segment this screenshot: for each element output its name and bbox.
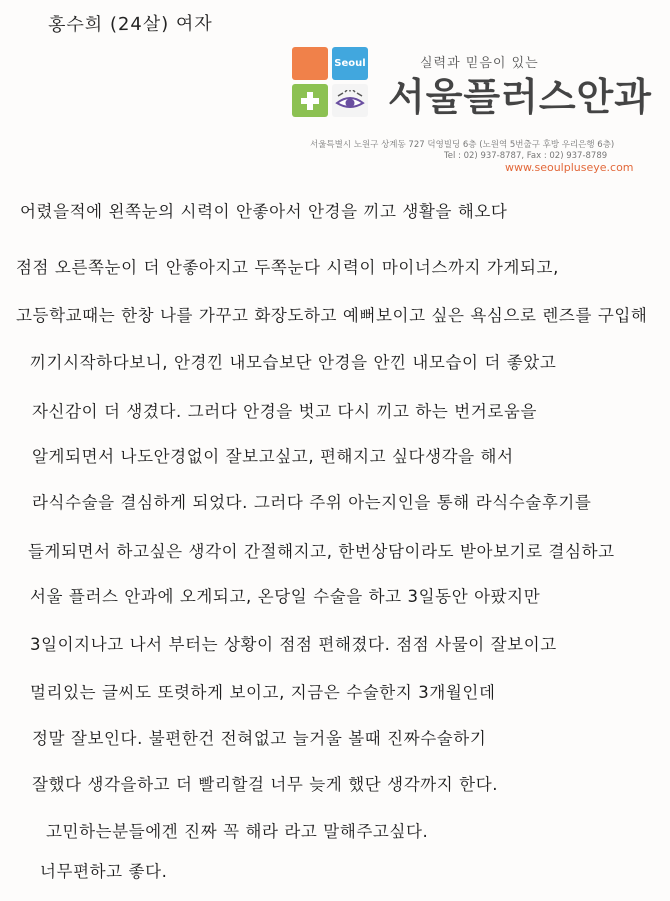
clinic-address: 서울특별시 노원구 상계동 727 덕영빌딩 6층 (노원역 5번출구 후방 우리은행 6층) [310, 140, 615, 150]
plus-icon [292, 84, 328, 117]
eye-icon [332, 84, 368, 117]
letter-line: 고민하는분들에겐 진짜 꼭 해라 라고 말해주고싶다. [46, 822, 429, 841]
letter-line: 들게되면서 하고싶은 생각이 간절해지고, 한번상담이라도 받아보기로 결심하고 [28, 542, 615, 561]
letter-line: 3일이지나고 나서 부터는 상황이 점점 편해졌다. 점점 사물이 잘보이고 [30, 635, 557, 654]
letter-line: 끼기시작하다보니, 안경낀 내모습보단 안경을 안낀 내모습이 더 좋았고 [30, 353, 557, 372]
logo-seoul-badge: Seoul [332, 47, 368, 80]
letter-line: 자신감이 더 생겼다. 그러다 안경을 벗고 다시 끼고 하는 번거로움을 [32, 402, 538, 421]
logo-orange-square [292, 47, 328, 80]
letter-line: 정말 잘보인다. 불편한건 전혀없고 늘거울 볼때 진짜수술하기 [32, 729, 487, 748]
clinic-phone-fax: Tel : 02) 937-8787, Fax : 02) 937-8789 [444, 151, 608, 161]
letter-line: 알게되면서 나도안경없이 잘보고싶고, 편해지고 싶다생각을 해서 [32, 447, 514, 466]
letter-line: 잘했다 생각을하고 더 빨리할걸 너무 늦게 했단 생각까지 한다. [32, 775, 499, 794]
author-line: 홍수희 (24살) 여자 [47, 13, 213, 36]
clinic-tagline: 실력과 믿음이 있는 [420, 56, 539, 71]
letter-line: 점점 오른쪽눈이 더 안좋아지고 두쪽눈다 시력이 마이너스까지 가게되고, [16, 258, 559, 277]
letter-line: 어렸을적에 왼쪽눈의 시력이 안좋아서 안경을 끼고 생활을 해오다 [20, 202, 508, 221]
clinic-name: 서울플러스안과 [388, 75, 652, 119]
letter-line: 서울 플러스 안과에 오게되고, 온당일 수술을 하고 3일동안 아팠지만 [30, 587, 541, 606]
letter-line: 멀리있는 글씨도 또렷하게 보이고, 지금은 수술한지 3개월인데 [30, 683, 496, 702]
letter-line: 라식수술을 결심하게 되었다. 그러다 주위 아는지인을 통해 라식수술후기를 [32, 493, 592, 512]
letter-line: 고등학교때는 한창 나를 가꾸고 화장도하고 예뻐보이고 싶은 욕심으로 렌즈를 구입해 [16, 306, 648, 325]
clinic-website: www.seoulpluseye.com [505, 161, 634, 174]
clinic-logo [292, 47, 372, 117]
letter-line: 너무편하고 좋다. [40, 862, 168, 881]
